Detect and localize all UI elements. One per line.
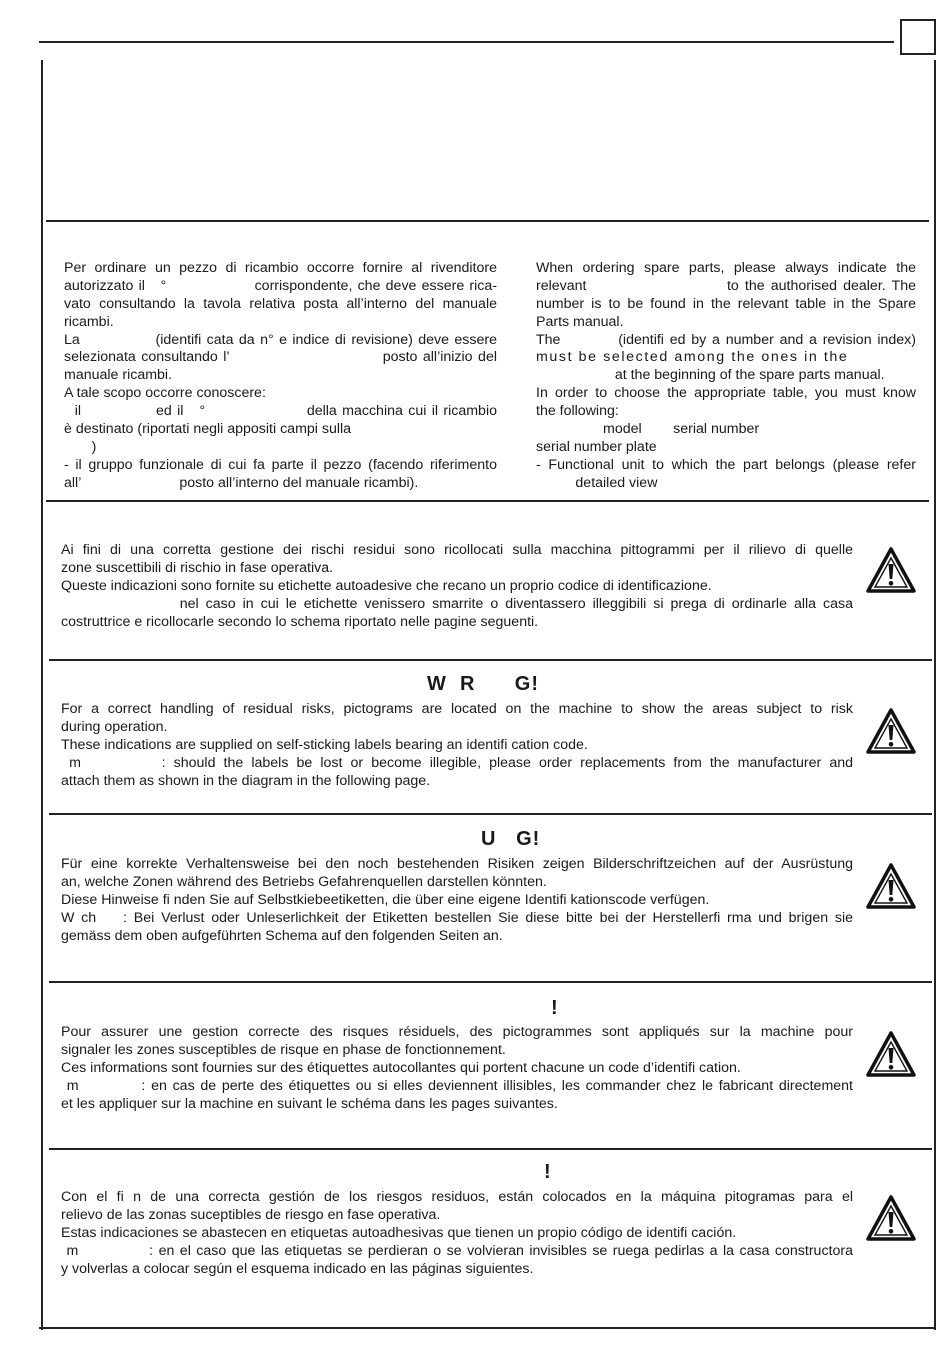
text-line: selezionata consultando l’ posto all’inizio del	[64, 349, 497, 366]
text-line: Con el fi n de una correcta gestión de los riesgos residuos, están colocados en la máquina pitogramas para el	[61, 1189, 853, 1205]
text-line: detailed view	[536, 474, 658, 491]
warning-triangle-icon	[865, 1194, 917, 1242]
text-line: an, welche Zonen während des Betriebs Gefahrenquellen darstellen könnten.	[61, 873, 547, 890]
order-english-column	[536, 260, 916, 493]
text-line: La (identifi cata da n° e indice di revisione) deve essere	[64, 331, 497, 348]
divider-3	[49, 659, 932, 661]
text-line: vato consultando la tavola relativa posta all’interno del manuale	[64, 295, 497, 312]
text-line: m : en el caso que las etiquetas se perdieran o se volvieran invisibles se ruega pedirlas a la casa constructora	[61, 1242, 853, 1259]
warning-triangle-icon	[865, 707, 917, 755]
text-line: m : en cas de perte des étiquettes ou si elles deviennent illisibles, les commander chez le fabricant directement	[61, 1077, 853, 1094]
divider-2	[46, 500, 929, 502]
warning-triangle-icon	[865, 862, 917, 910]
text-line: y volverlas a colocar según el esquema indicado en las páginas siguientes.	[61, 1260, 534, 1277]
text-line: These indications are supplied on self-sticking labels bearing an identifi cation code.	[61, 736, 588, 753]
warning-text-italian	[61, 542, 853, 631]
warning-triangle-icon	[865, 1030, 917, 1078]
text-line: Diese Hinweise fi nden Sie auf Selbstkiebeetiketten, die über eine eigene Identifi kationscode verfügen.	[61, 891, 710, 908]
warning-triangle-icon	[865, 546, 917, 594]
text-line: è destinato (riportati negli appositi campi sulla	[64, 421, 352, 438]
text-line: )	[64, 438, 97, 455]
warning-heading-english: W R G!	[427, 673, 539, 695]
divider-1	[46, 220, 929, 222]
text-line: serial number plate	[536, 438, 657, 455]
text-line: Ces informations sont fournies sur des étiquettes autocollantes qui portent chacune un code d’identifi cation.	[61, 1059, 741, 1076]
page-number-box	[900, 19, 936, 55]
warning-text-french	[61, 1024, 853, 1113]
divider-4	[49, 813, 932, 815]
text-line: the following:	[536, 403, 619, 420]
text-line: - il gruppo funzionale di cui fa parte il pezzo (facendo riferimento	[64, 456, 497, 473]
bottom-rule	[39, 1327, 936, 1329]
text-line: et les appliquer sur la machine en suivant le schéma dans les pages suivantes.	[61, 1095, 558, 1112]
text-line: all’ posto all’interno del manuale ricambi).	[64, 474, 419, 491]
text-line: nel caso in cui le etichette venissero smarrite o diventassero illeggibili si prega di ordinarle alla casa	[61, 595, 853, 612]
warning-heading-french: !	[551, 997, 559, 1019]
text-line: A tale scopo occorre conoscere:	[64, 385, 266, 402]
text-line: Estas indicaciones se abastecen en etiquetas autoadhesivas que tienen un propio código de identifi cación.	[61, 1224, 737, 1241]
order-italian-column	[64, 260, 497, 493]
text-line: manuale ricambi.	[64, 367, 173, 384]
text-line: For a correct handling of residual risks, pictograms are located on the machine to show the areas subject to risk	[61, 701, 853, 717]
warning-heading-spanish: !	[544, 1161, 552, 1183]
text-line: during operation.	[61, 718, 168, 735]
text-line: - Functional unit to which the part belongs (please refer	[536, 456, 916, 473]
warning-text-spanish	[61, 1189, 853, 1278]
text-line: number is to be found in the relevant table in the Spare	[536, 295, 916, 312]
text-line: ricambi.	[64, 313, 114, 330]
text-line: autorizzato il ° corrispondente, che deve essere rica-	[64, 277, 497, 294]
right-rule	[934, 60, 936, 1330]
text-line: Pour assurer une gestion correcte des risques résiduels, des pictogrammes sont appliqués sur la machine pour	[61, 1024, 853, 1040]
text-line: Queste indicazioni sono fornite su etichette autoadesive che recano un proprio codice di identificazione.	[61, 577, 712, 594]
text-line: must be selected among the ones in the	[536, 349, 849, 366]
text-line: m : should the labels be lost or become illegible, please order replacements from the manufacturer and	[61, 754, 853, 771]
left-rule	[41, 60, 43, 1330]
text-line: Ai fini di una corretta gestione dei rischi residui sono ricollocati sulla macchina pittogrammi per il rilievo di quelle	[61, 542, 853, 558]
text-line: relevant to the authorised dealer. The	[536, 277, 916, 294]
text-line: signaler les zones susceptibles de risque en phase de fonctionnement.	[61, 1041, 506, 1058]
text-line: In order to choose the appropriate table, you must know	[536, 385, 916, 402]
text-line: zone suscettibili di rischio in fase operativa.	[61, 559, 334, 576]
text-line: Per ordinare un pezzo di ricambio occorre fornire al rivenditore	[64, 260, 497, 276]
text-line: W ch : Bei Verlust oder Unleserlichkeit der Etiketten bestellen Sie diese bitte bei der Herstellerfi rma und brigen sie	[61, 909, 853, 926]
text-line: Für eine korrekte Verhaltensweise bei den noch bestehenden Risiken zeigen Bilderschriftzeichen auf der Ausrüstung	[61, 856, 853, 872]
text-line: Parts manual.	[536, 313, 624, 330]
text-line: at the beginning of the spare parts manual.	[536, 367, 885, 384]
divider-5	[49, 981, 932, 983]
text-line: The (identifi ed by a number and a revision index)	[536, 331, 916, 348]
text-line: il ed il ° della macchina cui il ricambio	[64, 403, 497, 420]
top-rule	[39, 41, 894, 43]
warning-text-english	[61, 701, 853, 790]
warning-heading-german: U G!	[481, 828, 541, 850]
divider-6	[49, 1148, 932, 1150]
text-line: relievo de las zonas suceptibles de riesgo en fase operativa.	[61, 1206, 441, 1223]
text-line: attach them as shown in the diagram in the following page.	[61, 772, 431, 789]
warning-text-german	[61, 856, 853, 945]
text-line: When ordering spare parts, please always indicate the	[536, 260, 916, 276]
text-line: gemäss dem oben aufgeführten Schema auf den folgenden Seiten an.	[61, 927, 503, 944]
text-line: costruttrice e ricollocarle secondo lo schema riportato nelle pagine seguenti.	[61, 613, 539, 630]
text-line: model serial number	[536, 421, 760, 438]
